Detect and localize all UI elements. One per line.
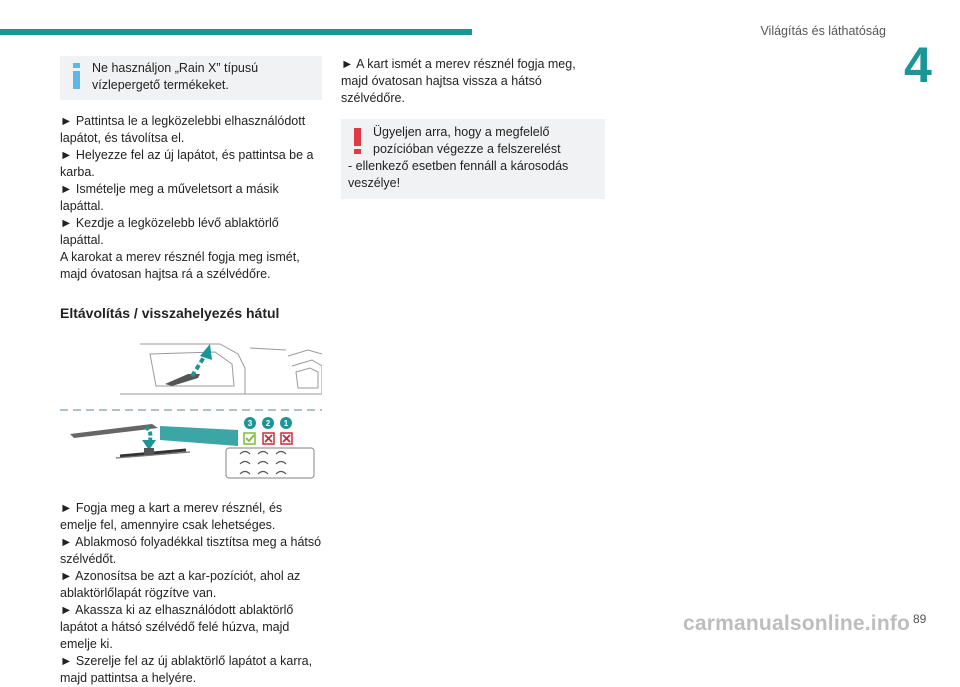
rear-step-2: ► Ablakmosó folyadékkal tisztítsa meg a hátsó szélvédőt.: [60, 535, 322, 566]
rear-step-4: ► Akassza ki az elhasználódott ablaktörlő lapátot a hátsó szélvédő felé húzva, majd emelje ki.: [60, 603, 294, 651]
position-badges: [244, 417, 292, 444]
svg-text:3: 3: [247, 419, 253, 428]
wiper-blade-detail: [70, 424, 238, 458]
rear-wiper-illustration: [60, 336, 322, 481]
watermark: carmanualsonline.info: [683, 612, 911, 635]
warning-body: - ellenkező esetben fennáll a károsodás veszélye!: [348, 159, 569, 190]
page-number: 89: [913, 612, 927, 626]
front-step-4: ► Kezdje a legközelebb lévő ablaktörlő lapáttal.: [60, 216, 279, 247]
front-step-5: A karokat a merev résznél fogja meg ismét, majd óvatosan hajtsa rá a szélvédőre.: [60, 250, 300, 281]
rear-step-6: ► A kart ismét a merev résznél fogja meg, majd óvatosan hajtsa vissza a hátsó szélvédőre.: [341, 57, 576, 105]
info-box: [60, 56, 322, 100]
header-accent-bar: [0, 29, 472, 35]
warning-box: [341, 119, 605, 199]
warning-head: Ügyeljen arra, hogy a megfelelő pozícióban végezze a felszerelést: [373, 125, 561, 156]
clip-detail: [226, 448, 314, 478]
wiper-arm-icon: [165, 374, 200, 386]
rear-step-3: ► Azonosítsa be azt a kar-pozíciót, ahol az ablaktörlőlapát rögzítve van.: [60, 569, 301, 600]
svg-text:2: 2: [265, 419, 271, 428]
section-title: Világítás és láthatóság: [760, 24, 886, 38]
car-rear-window-icon: [120, 344, 322, 394]
chapter-number: 4: [904, 37, 932, 93]
svg-text:1: 1: [283, 419, 289, 428]
front-step-2: ► Helyezze fel az új lapátot, és pattintsa be a karba.: [60, 148, 314, 179]
warning-icon: [353, 128, 362, 154]
rear-heading: Eltávolítás / visszahelyezés hátul: [60, 305, 280, 321]
rear-step-1: ► Fogja meg a kart a merev résznél, és emelje fel, amennyire csak lehetséges.: [60, 501, 283, 532]
right-column: [341, 56, 605, 199]
info-icon: [72, 63, 81, 89]
info-text: Ne használjon „Rain X” típusú vízlepergető termékeket.: [92, 61, 259, 92]
front-step-3: ► Ismételje meg a műveletsort a másik lapáttal.: [60, 182, 279, 213]
front-step-1: ► Pattintsa le a legközelebbi elhasználódott lapátot, és távolítsa el.: [60, 114, 306, 145]
left-column: [60, 56, 322, 687]
rear-step-5: ► Szerelje fel az új ablaktörlő lapátot a karra, majd pattintsa a helyére.: [60, 654, 313, 685]
